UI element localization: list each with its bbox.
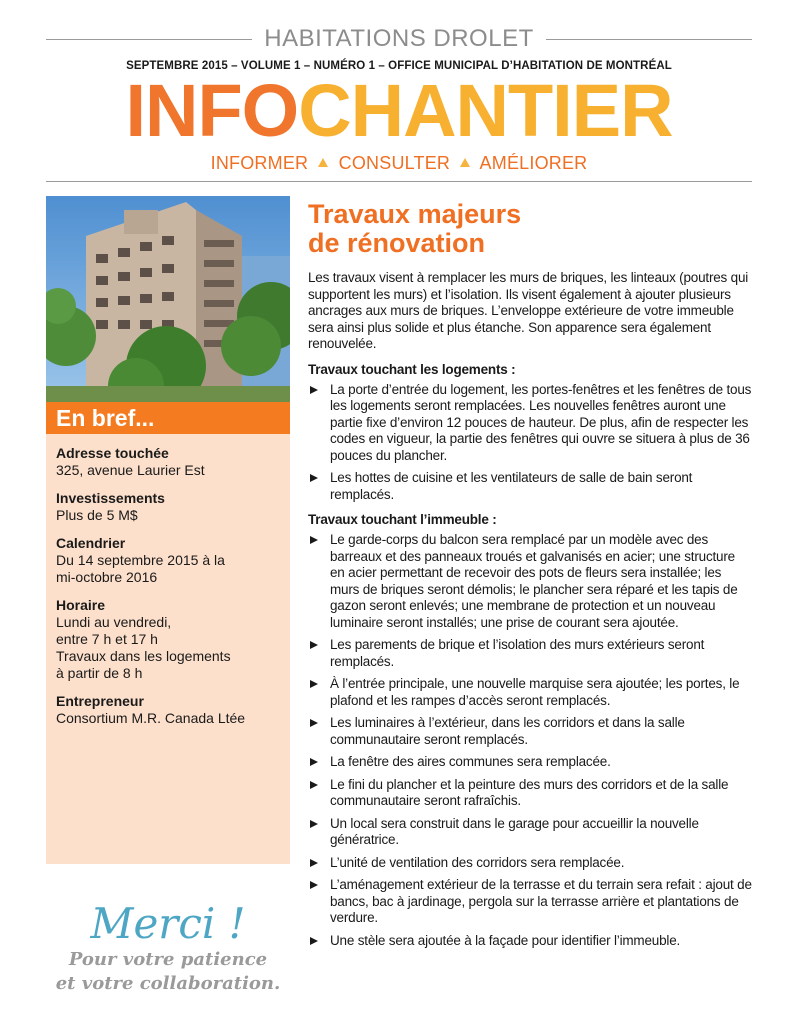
right-triangle-bullet-icon [310,820,318,828]
list-item-text: Le fini du plancher et la peinture des murs des corridors et de la salle communautaire seront rafraîchis. [330,776,729,808]
list-item-text: À l’entrée principale, une nouvelle marquise sera ajoutée; les portes, le plafond et les rampes d’accès seront remplacés. [330,676,740,708]
masthead [46,22,752,174]
list-item [308,777,752,810]
right-triangle-bullet-icon [310,641,318,649]
article [308,200,752,955]
list-item-text: Les hottes de cuisine et les ventilateurs de salle de bain seront remplacés. [330,470,693,502]
list-item [308,382,752,465]
thanks-line: Pour votre patience [68,949,268,970]
divider [46,39,252,40]
tagline-word: AMÉLIORER [479,153,588,173]
brief-text: Lundi au vendredi, [56,614,172,630]
brief-section-calendar [46,534,290,586]
right-triangle-bullet-icon [310,474,318,482]
brief-heading: Entrepreneur [56,693,144,709]
brief-text: entre 7 h et 17 h [56,631,158,647]
brief-heading: Horaire [56,597,106,613]
tagline-word: INFORMER [210,153,309,173]
tagline [46,153,752,174]
list-item [308,676,752,709]
list-item [308,637,752,670]
list-item-text: Une stèle sera ajoutée à la façade pour identifier l’immeuble. [330,932,681,948]
list-item-text: L’unité de ventilation des corridors sera remplacée. [330,854,625,870]
thanks-title: Merci ! [90,899,246,948]
bullet-list-units [308,382,752,504]
list-item-text: La porte d’entrée du logement, les portes-fenêtres et les fenêtres de tous les logements seront remplacées. Les nouvelles fenêtres auront une partie fixe d’environ 12 pouces de hauteur. De plus, afin de respecter les codes en vigueur, la partie des fenêtres qui ouvre se situera à plus de 36 pouces du plancher. [330,381,752,463]
section-heading-building: Travaux touchant l’immeuble : [308,512,497,527]
brief-text: à partir de 8 h [56,665,143,681]
brief-section-investment [46,489,290,524]
divider [46,181,752,182]
list-item-text: Les parements de brique et l’isolation des murs extérieurs seront remplacés. [330,637,705,669]
list-item [308,855,752,872]
brand-row [46,22,752,56]
headline-line: de rénovation [308,228,486,258]
list-item-text: Un local sera construit dans le garage pour accueillir la nouvelle génératrice. [330,815,699,847]
logo-part-chantier: CHANTIER [298,69,673,152]
list-item [308,532,752,631]
list-item [308,470,752,503]
article-intro: Les travaux visent à remplacer les murs de briques, les linteaux (poutres qui supportent les murs) et l’isolation. Ils visent également à ajouter plusieurs ancrages aux murs de briques. L’enveloppe extérieure de votre immeuble sera ainsi plus solide et plus étanche. Son apparence sera également renouvelée. [308,270,749,351]
list-item-text: Les luminaires à l’extérieur, dans les corridors et dans la salle communautaire seront remplacés. [330,715,685,747]
list-item [308,933,752,950]
thanks-block [46,900,290,996]
brief-text: Travaux dans les logements [56,648,231,664]
right-triangle-bullet-icon [310,937,318,945]
brief-text: Plus de 5 M$ [56,507,138,523]
logo-part-info: INFO [125,69,299,152]
right-triangle-bullet-icon [310,859,318,867]
brief-section-schedule [46,596,290,682]
brief-text: 325, avenue Laurier Est [56,462,205,478]
brief-section-address [46,444,290,479]
bullet-list-building [308,532,752,949]
article-headline [308,200,752,258]
list-item [308,877,752,927]
brief-text: mi-octobre 2016 [56,569,158,585]
list-item-text: Le garde-corps du balcon sera remplacé par un modèle avec des barreaux et des panneaux troués et galvanisés en acier; une structure en acier permettant de recevoir des pots de fleurs sera installée; les murs de briques seront démolis; le plancher sera réparé et les tapis de gazon seront enlevés; une membrane de protection et un nouveau luminaire seront installés; une prise de courant sera ajoutée. [330,532,738,630]
brief-box [46,402,290,864]
section-heading-units: Travaux touchant les logements : [308,361,516,377]
right-triangle-bullet-icon [310,781,318,789]
brief-heading: Adresse touchée [56,445,169,461]
brief-text: Du 14 septembre 2015 à la [56,552,225,568]
right-triangle-bullet-icon [310,719,318,727]
divider [546,39,752,40]
brief-text: Consortium M.R. Canada Ltée [56,710,246,726]
right-triangle-bullet-icon [310,536,318,544]
brief-heading: Investissements [56,490,165,506]
brief-title: En bref... [46,402,290,434]
up-triangle-icon [460,158,470,167]
right-triangle-bullet-icon [310,758,318,766]
issue-line: SEPTEMBRE 2015 – VOLUME 1 – NUMÉRO 1 – OFFICE MUNICIPAL D’HABITATION DE MONTRÉAL [126,60,672,72]
list-item [308,754,752,771]
list-item [308,816,752,849]
building-photo [46,196,290,402]
tagline-word: CONSULTER [338,153,451,173]
headline-line: Travaux majeurs [308,199,522,229]
brief-section-contractor [46,692,290,727]
list-item-text: L’aménagement extérieur de la terrasse et du terrain sera refait : ajout de bancs, bac à jardinage, pergola sur la terrasse arrière et plantations de verdure. [330,877,752,925]
right-triangle-bullet-icon [310,680,318,688]
newsletter-logo [46,69,752,152]
list-item [308,715,752,748]
list-item-text: La fenêtre des aires communes sera remplacée. [330,754,611,769]
right-triangle-bullet-icon [310,881,318,889]
up-triangle-icon [318,158,328,167]
brief-heading: Calendrier [56,535,126,551]
thanks-line: et votre collaboration. [55,973,281,994]
right-triangle-bullet-icon [310,386,318,394]
brand-name: HABITATIONS DROLET [264,25,534,52]
